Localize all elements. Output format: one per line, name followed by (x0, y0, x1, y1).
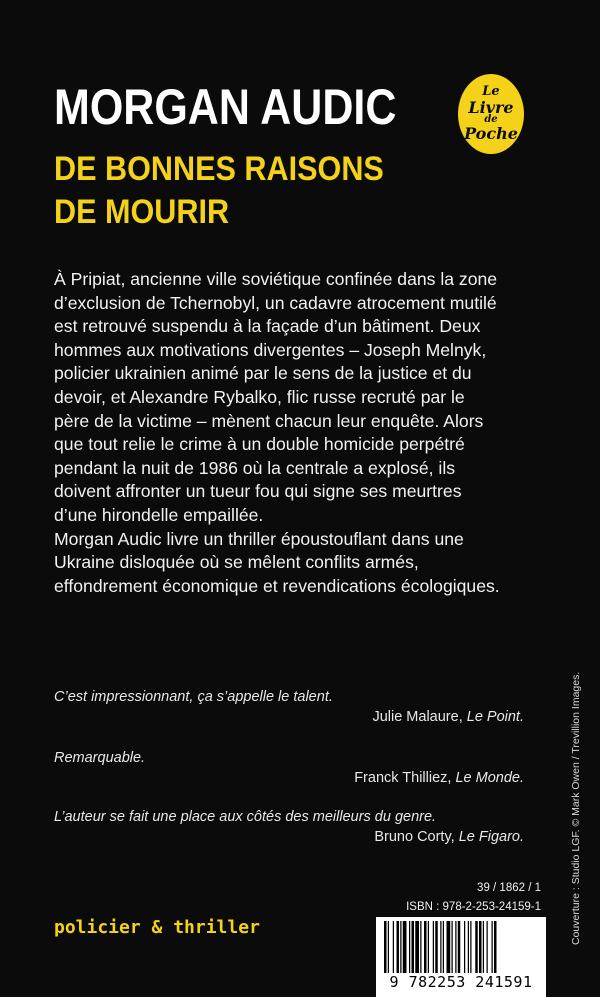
reference-block (385, 882, 541, 920)
press-quote-3 (54, 809, 524, 845)
quote-outlet: Le Monde. (455, 770, 524, 786)
barcode-bar (475, 921, 478, 973)
barcode-bar (464, 921, 465, 973)
barcode (376, 917, 546, 997)
barcode-bar (397, 921, 400, 973)
quote-author: Franck Thilliez, (354, 770, 452, 786)
quote-source (54, 770, 524, 786)
quote-author: Julie Malaure, (372, 709, 463, 725)
quote-outlet: Le Figaro. (458, 829, 524, 845)
press-quote-1 (54, 689, 524, 725)
barcode-bar (415, 921, 419, 973)
title-line-1: DE BONNES RAISONS (54, 150, 384, 188)
logo-le: Le (482, 84, 500, 99)
quote-text: Remarquable. (54, 750, 146, 766)
logo-livre: Livre (468, 98, 514, 117)
author-name: MORGAN AUDIC (54, 79, 397, 135)
barcode-bar (400, 921, 401, 973)
barcode-bar (412, 921, 415, 973)
barcode-bar (455, 921, 456, 973)
barcode-bar (452, 921, 453, 973)
logo-de: de (484, 114, 498, 125)
barcode-bar (440, 921, 441, 973)
quote-author: Bruno Corty, (374, 829, 455, 845)
quote-source (54, 709, 524, 725)
barcode-bar (435, 921, 438, 973)
summary-paragraph-1: À Pripiat, ancienne ville soviétique confinée dans la zone d’exclusion de Tchernobyl, un cadavre atrocement mutilé est retrouvé suspendu à la façade d’un bâtiment. Deux hommes aux motivations divergentes – Joseph Melnyk, policier ukrainien animé par le sens de la justice et du devoir, et Alexandre Rybalko, flic russe recruté par le père de la victime – mènent chacun leur enquête. Alors que tout relie le crime à un double homicide perpétré pendant la nuit de 1986 où la centrale a explosé, ils doivent affronter un tueur fou qui signe ses meurtres d’une hirondelle empaillée. (54, 269, 498, 525)
barcode-bar (388, 921, 389, 973)
back-cover-summary (54, 268, 504, 598)
livre-de-poche-logo (458, 74, 524, 154)
cover-credit: Couverture : Studio LGF. © Mark Owen / Trevillion Images. (570, 671, 582, 945)
reference-number: 39 / 1862 / 1 (477, 882, 541, 894)
book-title (54, 148, 384, 234)
quote-source (54, 829, 524, 845)
barcode-digits: 9 782253 241591 (389, 973, 533, 991)
barcode-bar (428, 921, 429, 973)
summary-paragraph-2: Morgan Audic livre un thriller époustouflant dans une Ukraine disloquée où se mêlent conflits armés, effondrement économique et revendications écologiques. (54, 528, 500, 596)
collection-label: policier & thriller (54, 917, 260, 938)
barcode-bar (458, 921, 461, 973)
isbn: ISBN : 978-2-253-24159-1 (406, 901, 541, 913)
barcode-bar (479, 921, 482, 973)
logo-poche: Poche (464, 124, 518, 143)
barcode-bar (424, 921, 427, 973)
barcode-bar (494, 921, 497, 973)
barcode-bar (409, 921, 410, 973)
title-line-2: DE MOURIR (54, 193, 230, 231)
barcode-bar (483, 921, 484, 973)
barcode-bar (420, 921, 421, 973)
barcode-bar (393, 921, 394, 973)
barcode-bar (443, 921, 444, 973)
quote-text: L’auteur se fait une place aux côtés des meilleurs du genre. (54, 809, 437, 825)
barcode-bar (487, 921, 488, 973)
barcode-bar (447, 921, 451, 973)
barcode-bar (470, 921, 471, 973)
barcode-bar (492, 921, 493, 973)
barcode-bar (403, 921, 407, 973)
barcode-bar (468, 921, 469, 973)
quote-outlet: Le Point. (466, 709, 524, 725)
press-quote-2 (54, 750, 524, 786)
quote-text: C’est impressionnant, ça s’appelle le talent. (54, 689, 333, 705)
barcode-bar (433, 921, 434, 973)
barcode-bar (384, 921, 387, 973)
barcode-bars (376, 917, 546, 977)
